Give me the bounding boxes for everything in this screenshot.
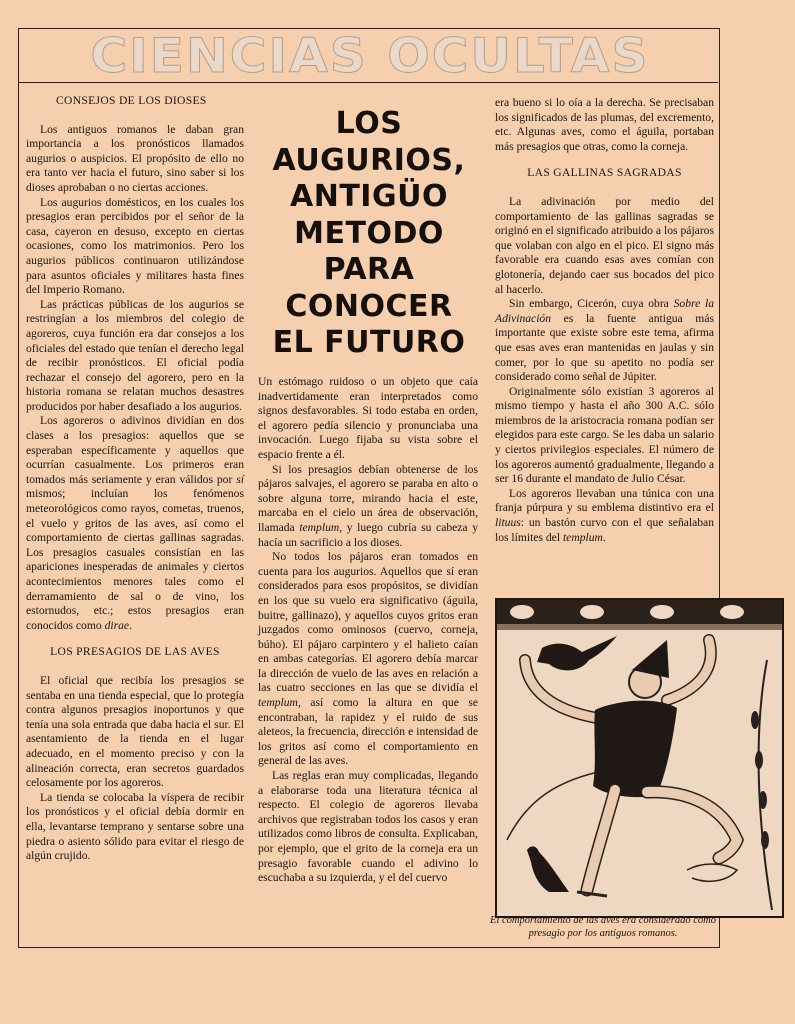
headline-line: ANTIGÜO <box>290 179 448 214</box>
column-left <box>26 94 244 864</box>
paragraph: Las prácticas públicas de los augurios se restringían a los miembros del colegio de agoreros, cuya función era dar consejos a los oficiales del estado que tenían el derecho legal de recibir pronósticos. El oficial podía rechazar el consejo del agorero, pero en la historia romana se relatan muchos desastres producidos por haber desafiado a los augurios. <box>26 297 244 413</box>
text-run: . <box>129 618 132 632</box>
paragraph <box>26 414 244 633</box>
headline-line: AUGURIOS, <box>272 142 466 178</box>
emphasis: templum <box>562 530 603 544</box>
text-run: , así como la altura en que se encontraban, la rapidez y el ruido de sus aleteos, la frecuencia, dirección e intensidad de los gritos así como el comportamiento en general de las aves. <box>258 696 478 768</box>
headline-line: CONOCER <box>285 288 453 324</box>
text-run: No todos los pájaros eran tomados en cuenta para los augurios. Aquellos que sí eran considerados para esos propósitos, se dividían en los que su vuelo era significativo (águila, buitre, gallinazo), y aquellos cuyos gritos eran juzgados como ominosos (cuervo, corneja, búho). El pájaro carpintero y el halieto caían en ambas categorías. El agorero debía marcar la dirección de vuelo de las aves en relación a las cuatro secciones en las que se dividía el <box>258 550 478 695</box>
subheading-consejos: CONSEJOS DE LOS DIOSES <box>56 94 207 107</box>
text-run: Sin embargo, Cicerón, cuya obra <box>509 297 674 311</box>
text-run: Si los presagios debían obtenerse de los pájaros salvajes, el agorero se paraba en alto o sobre alguna torre, mirando hacia el este, marcaba en el cielo un área de observación, llamada <box>258 462 478 534</box>
headline-line: LOS <box>335 106 403 141</box>
emphasis: sí <box>236 472 244 486</box>
paragraph <box>495 487 714 545</box>
section-title: CIENCIAS OCULTAS <box>90 28 650 84</box>
text-run: Los agoreros llevaban una túnica con una franja púrpura y su emblema distintivo era el <box>495 486 714 515</box>
emphasis: Sobre la Adivinación <box>495 297 714 325</box>
article-headline <box>258 106 480 362</box>
paragraph: Los augurios domésticos, en los cuales los presagios eran percibidos por el señor de la casa, cayeron en desuso, excepto en ciertas ocasiones, como los matrimonios. Pero los augurios públicos continuaron utilizándose para asuntos oficiales y militares hasta fines del Imperio Romano. <box>26 195 244 297</box>
paragraph <box>258 550 478 769</box>
augur-illustration <box>495 598 784 918</box>
headline-line: EL FUTURO <box>272 325 466 360</box>
paragraph: La adivinación por medio del comportamiento de las gallinas sagradas se originó en el significado atribuido a los pájaros que volaban con algo en el pico. El signo más favorable era cuando esas aves comían con glotonería, dejando caer sus bocados del pico al hacerlo. <box>495 194 714 296</box>
column-middle <box>258 375 478 886</box>
text-run: Los agoreros o adivinos dividían en dos clases a los presagios: aquellos que se esperaban específicamente y aquellos que ocurrían casualmente. Los primeros eran tomados más seriamente y eran válidos por <box>26 414 244 486</box>
paragraph: Los antiguos romanos le daban gran importancia a los pronósticos llamados augurios o auspicios. El propósito de ello no era tanto ver hacia el futuro, sino saber si los dioses aprobaban o no ciertas acciones. <box>26 122 244 194</box>
headline-line: METODO <box>294 215 444 251</box>
headline-line: PARA <box>323 252 415 287</box>
paragraph: Originalmente sólo existían 3 agoreros al mismo tiempo y hasta el año 300 A.C. sólo miembros de la aristocracia romana podían ser elegidos para este cargo. Se les daba un salario y ciertos privilegios especiales. El número de los agoreros aumentó gradualmente, llegando a ser 16 durante el mandato de Julio César. <box>495 384 714 486</box>
paragraph: El oficial que recibía los presagios se sentaba en una tienda especial, que lo protegía contra algunos presagios inoportunos y que tenía una sola entrada que daba hacia el sur. El asentamiento de la tienda en el lugar adecuado, en el momento preciso y con la alineación correcta, eran secretos guardados celosamente por los agoreros. <box>26 673 244 790</box>
paragraph: Las reglas eran muy complicadas, llegando a elaborarse toda una literatura técnica al respecto. El colegio de agoreros llevaba archivos que registraban todos los casos y eran utilizados como libros de consulta. Explicaban, por ejemplo, que el grito de la corneja era un presagio favorable cuando el adivino lo escuchaba a su izquierda, y el del cuervo <box>258 769 478 885</box>
text-run: es la fuente antigua más importante que existe sobre este tema, afirma que esas aves eran mantenidas en jaulas y sin comer, por lo que su apetito no podía ser considerado como señal de Júpiter. <box>495 311 714 384</box>
column-right <box>495 96 714 545</box>
augur-dancing-figure <box>497 600 782 916</box>
paragraph: La tienda se colocaba la víspera de recibir los pronósticos y el oficial debía dormir en ella, levantarse temprano y sentarse sobre una piedra o asiento sólido para evitar el riesgo de algún crujido. <box>26 790 244 863</box>
paragraph <box>258 463 478 551</box>
subheading-presagios: LOS PRESAGIOS DE LAS AVES <box>50 645 220 659</box>
text-run: . <box>602 530 606 544</box>
paragraph <box>495 297 714 385</box>
text-run: mismos; incluían los fenómenos meteorológicos como rayos, cometas, truenos, el vuelo y gritos de las aves, así como el comportamiento de ciertas gallinas sagradas. Los presagios casuales consistían en las apariciones inesperadas de animales y ciertos acontecimientos menores tales como el derramamiento de sal o de vino, los estornudos, etc.; estos presagios eran conocidos como <box>26 487 244 632</box>
paragraph: Un estómago ruidoso o un objeto que caía inadvertidamente eran interpretados como signos desfavorables. Si todo estaba en orden, el agorero pedía silencio y pronunciaba una invocación. Luego fijaba su vista sobre el espacio frente a él. <box>258 375 478 461</box>
emphasis: dirae <box>104 618 130 632</box>
figure-caption: El comportamiento de las aves era considerado como presagio por los antiguos romanos. <box>490 915 717 939</box>
emphasis: lituus <box>495 516 521 530</box>
paragraph: era bueno si lo oía a la derecha. Se precisaban los significados de las plumas, del excremento, etc. Algunas aves, como el águila, portaban más presagios que otras, como la corneja. <box>495 96 714 153</box>
emphasis: templum <box>258 696 298 710</box>
text-run: , y luego cubría su cabeza y hacía un sacrificio a los dioses. <box>258 520 478 549</box>
text-run: : un bastón curvo con el que señalaban los límites del <box>495 516 714 544</box>
subheading-gallinas: LAS GALLINAS SAGRADAS <box>527 166 682 180</box>
emphasis: templum <box>299 520 340 534</box>
